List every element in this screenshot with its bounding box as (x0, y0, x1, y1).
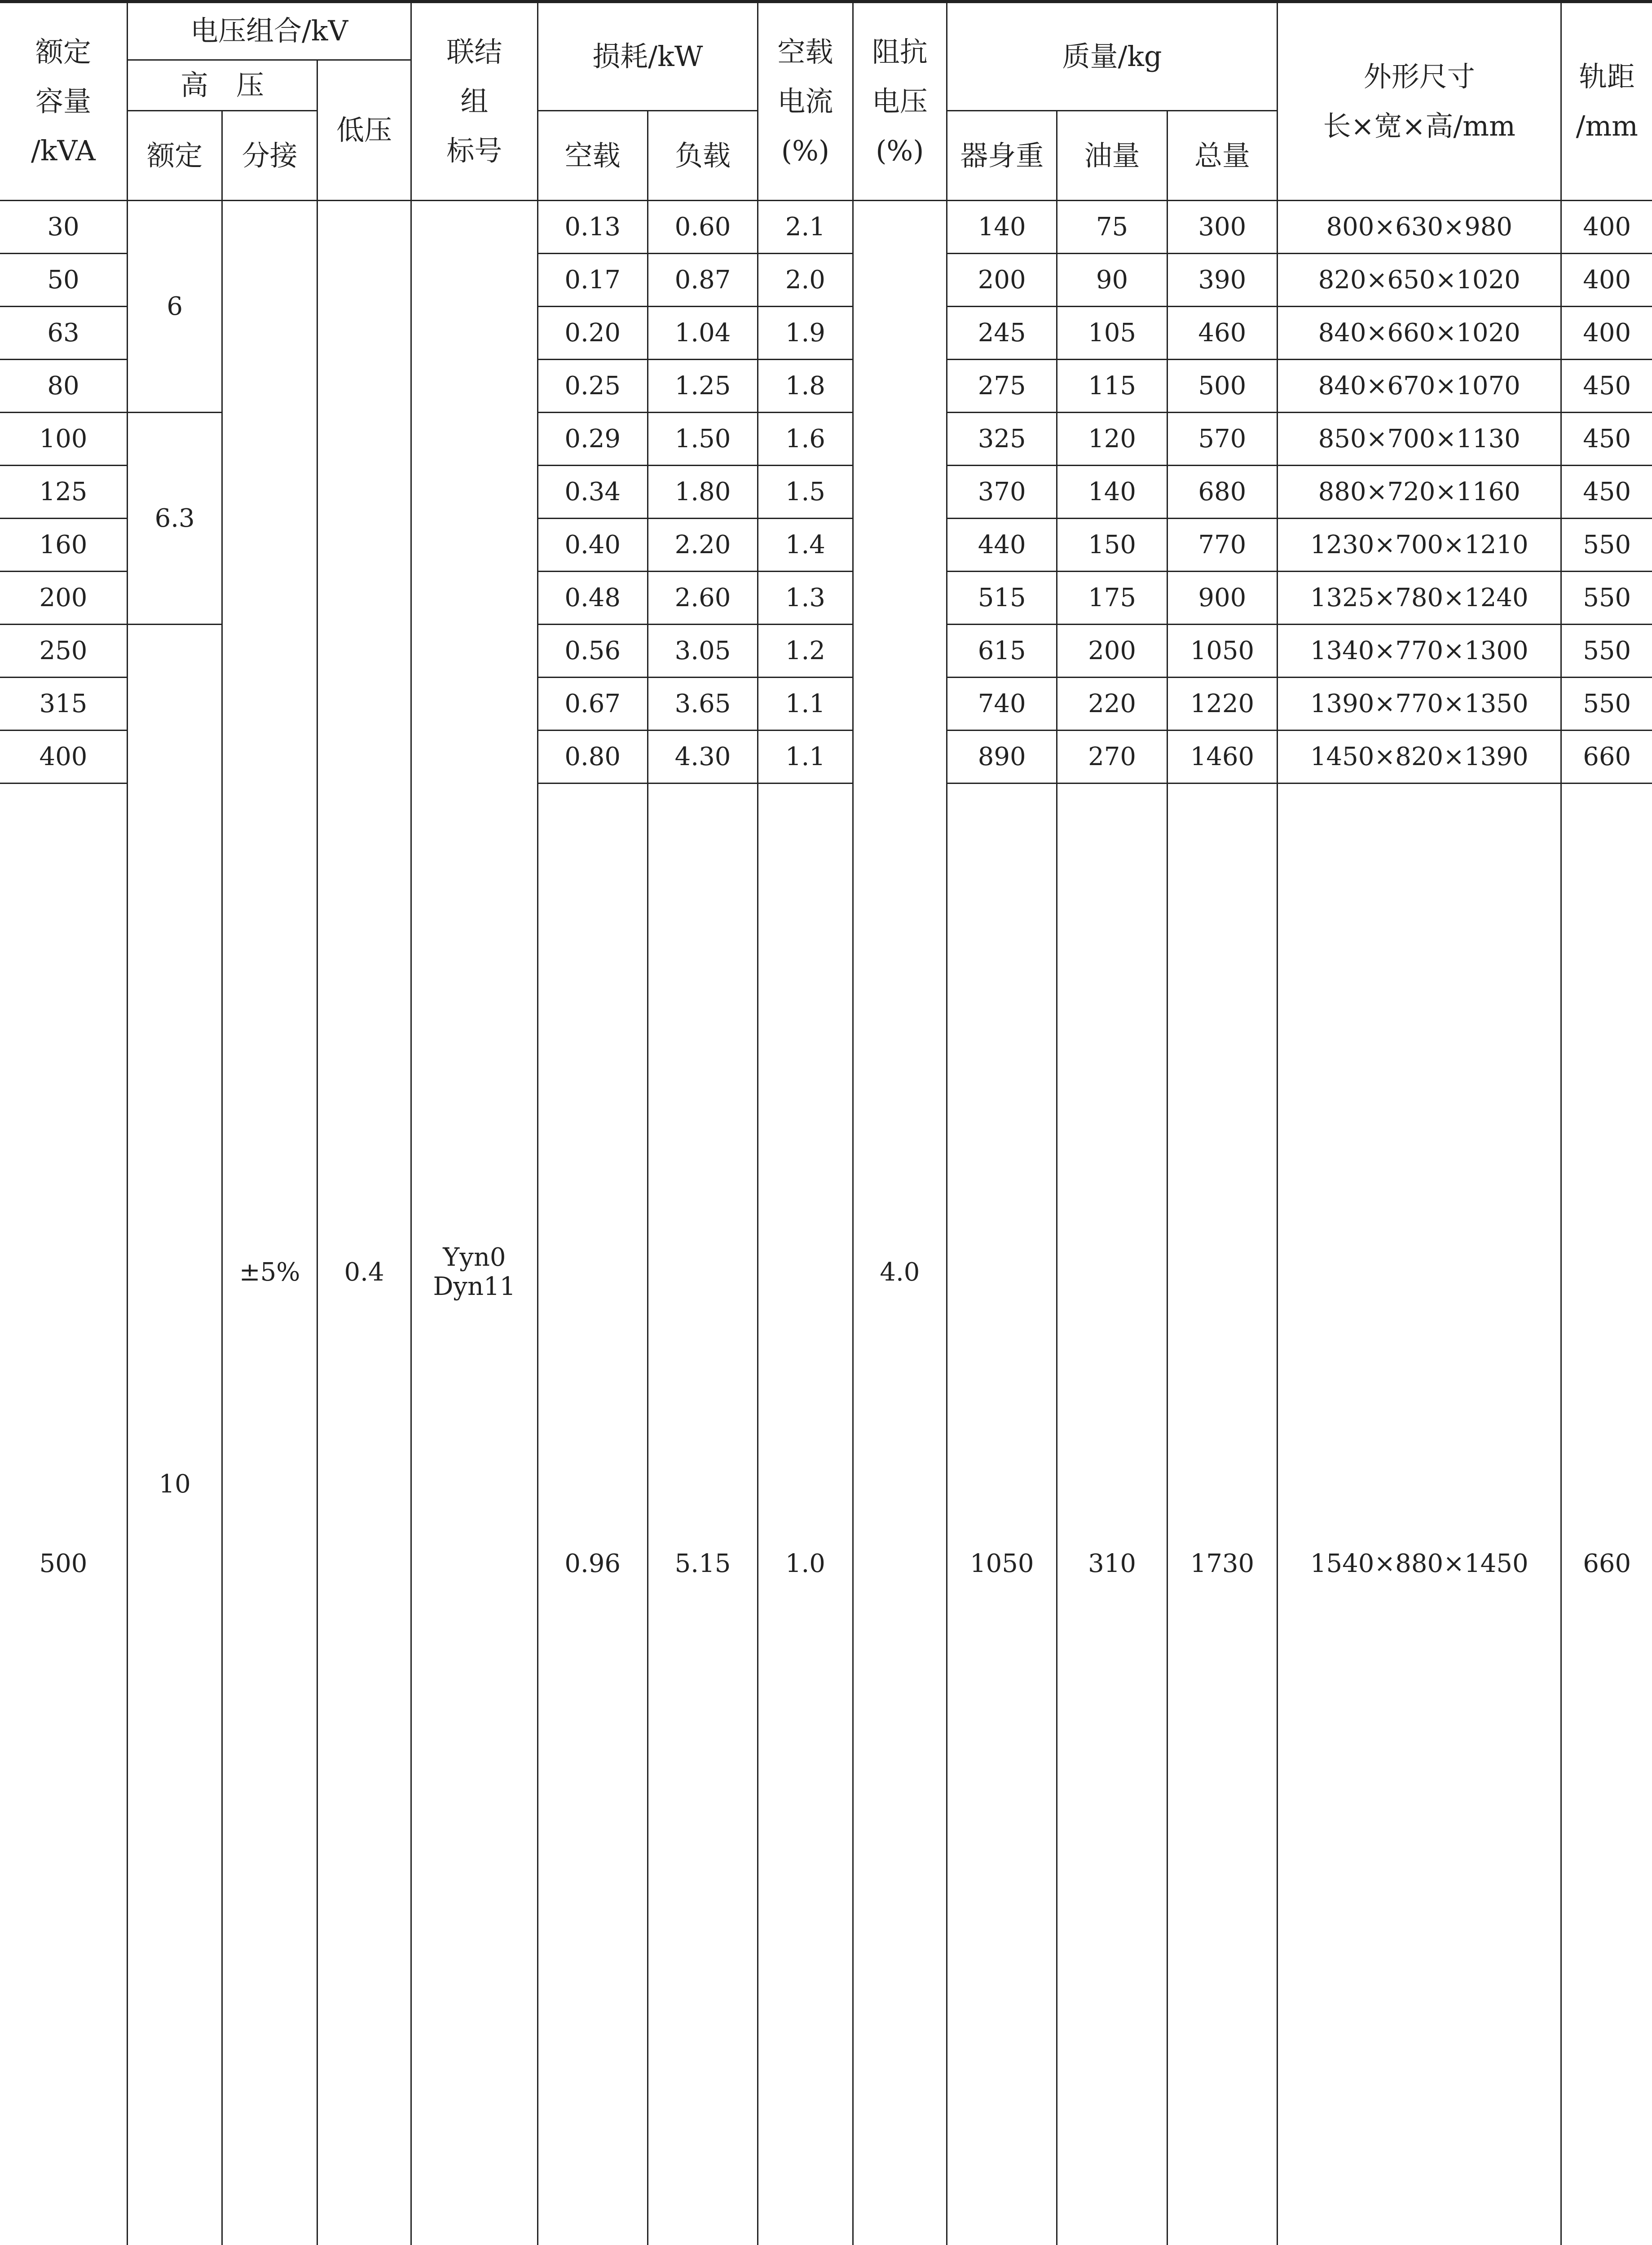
cell-loss-load: 2.20 (648, 519, 758, 572)
cell-loss-load: 3.65 (648, 678, 758, 731)
cell-hv-rated-6: 6 (127, 201, 222, 413)
cell-loss-noload: 0.67 (537, 678, 648, 731)
cell-dimensions: 850×700×1130 (1278, 413, 1561, 466)
cell-noload-current: 1.9 (758, 307, 853, 360)
cell-loss-noload: 0.34 (537, 466, 648, 519)
cell-noload-current: 1.8 (758, 360, 853, 413)
cell-mass-total: 1220 (1167, 678, 1277, 731)
cell-gauge: 550 (1561, 678, 1652, 731)
header-loss-noload: 空载 (537, 111, 648, 201)
cell-mass-total: 500 (1167, 360, 1277, 413)
cell-loss-load: 0.60 (648, 201, 758, 254)
header-mass-body: 器身重 (947, 111, 1057, 201)
cell-mass-body: 615 (947, 625, 1057, 678)
header-impedance-voltage: 阻抗 电压 (%) (853, 2, 947, 201)
cell-mass-oil: 90 (1057, 254, 1167, 307)
cell-mass-body: 275 (947, 360, 1057, 413)
cell-mass-oil: 220 (1057, 678, 1167, 731)
cell-loss-noload: 0.20 (537, 307, 648, 360)
cell-loss-load: 2.60 (648, 572, 758, 625)
cell-mass-body: 515 (947, 572, 1057, 625)
header-gauge: 轨距 /mm (1561, 2, 1652, 201)
cell-mass-oil: 115 (1057, 360, 1167, 413)
cell-gauge: 450 (1561, 360, 1652, 413)
cell-mass-body: 440 (947, 519, 1057, 572)
cell-mass-body: 740 (947, 678, 1057, 731)
cell-loss-noload: 0.17 (537, 254, 648, 307)
cell-gauge: 400 (1561, 201, 1652, 254)
cell-lv: 0.4 (317, 201, 411, 2245)
cell-mass-oil: 270 (1057, 731, 1167, 784)
cell-loss-load: 5.15 (648, 784, 758, 2245)
cell-hv-tap: ±5% (222, 201, 317, 2245)
cell-noload-current: 1.1 (758, 678, 853, 731)
cell-loss-noload: 0.25 (537, 360, 648, 413)
cell-mass-oil: 175 (1057, 572, 1167, 625)
cell-noload-current: 2.1 (758, 201, 853, 254)
header-vector-group: 联结 组 标号 (411, 2, 537, 201)
cell-dimensions: 1230×700×1210 (1278, 519, 1561, 572)
cell-noload-current: 1.0 (758, 784, 853, 2245)
cell-mass-total: 770 (1167, 519, 1277, 572)
cell-loss-load: 1.80 (648, 466, 758, 519)
cell-dimensions: 1450×820×1390 (1278, 731, 1561, 784)
cell-gauge: 660 (1561, 784, 1652, 2245)
cell-noload-current: 1.3 (758, 572, 853, 625)
header-mass-oil: 油量 (1057, 111, 1167, 201)
table-body (0, 201, 1652, 2245)
cell-loss-noload: 0.56 (537, 625, 648, 678)
table-header (0, 2, 1652, 201)
header-dimensions: 外形尺寸 长×宽×高/mm (1278, 2, 1561, 201)
cell-loss-load: 1.04 (648, 307, 758, 360)
cell-dimensions: 880×720×1160 (1278, 466, 1561, 519)
cell-dimensions: 1540×880×1450 (1278, 784, 1561, 2245)
cell-mass-oil: 75 (1057, 201, 1167, 254)
cell-gauge: 450 (1561, 413, 1652, 466)
cell-mass-total: 460 (1167, 307, 1277, 360)
cell-capacity: 400 (0, 731, 127, 784)
header-hv-rated: 额定 (127, 111, 222, 201)
cell-capacity: 200 (0, 572, 127, 625)
cell-mass-oil: 200 (1057, 625, 1167, 678)
cell-loss-noload: 0.40 (537, 519, 648, 572)
cell-capacity: 80 (0, 360, 127, 413)
cell-mass-oil: 150 (1057, 519, 1167, 572)
table-row (0, 201, 1652, 254)
cell-noload-current: 1.6 (758, 413, 853, 466)
cell-noload-current: 2.0 (758, 254, 853, 307)
cell-loss-load: 1.50 (648, 413, 758, 466)
cell-loss-noload: 0.96 (537, 784, 648, 2245)
cell-loss-noload: 0.48 (537, 572, 648, 625)
cell-mass-total: 1460 (1167, 731, 1277, 784)
header-capacity: 额定 容量 /kVA (0, 2, 127, 201)
cell-mass-total: 900 (1167, 572, 1277, 625)
cell-noload-current: 1.1 (758, 731, 853, 784)
cell-vector-group: Yyn0 Dyn11 (411, 201, 537, 2245)
cell-capacity: 125 (0, 466, 127, 519)
cell-mass-body: 890 (947, 731, 1057, 784)
cell-noload-current: 1.4 (758, 519, 853, 572)
cell-gauge: 660 (1561, 731, 1652, 784)
cell-hv-rated-6-3: 6.3 (127, 413, 222, 625)
cell-mass-total: 570 (1167, 413, 1277, 466)
cell-dimensions: 820×650×1020 (1278, 254, 1561, 307)
cell-noload-current: 1.2 (758, 625, 853, 678)
cell-loss-noload: 0.80 (537, 731, 648, 784)
cell-capacity: 50 (0, 254, 127, 307)
cell-mass-oil: 105 (1057, 307, 1167, 360)
cell-gauge: 550 (1561, 572, 1652, 625)
cell-mass-body: 245 (947, 307, 1057, 360)
cell-loss-load: 3.05 (648, 625, 758, 678)
header-loss-load: 负载 (648, 111, 758, 201)
cell-noload-current: 1.5 (758, 466, 853, 519)
cell-dimensions: 1340×770×1300 (1278, 625, 1561, 678)
cell-dimensions: 840×670×1070 (1278, 360, 1561, 413)
cell-mass-body: 140 (947, 201, 1057, 254)
cell-capacity: 100 (0, 413, 127, 466)
cell-hv-rated-10: 10 (127, 625, 222, 2245)
cell-mass-body: 370 (947, 466, 1057, 519)
cell-mass-total: 300 (1167, 201, 1277, 254)
header-noload-current: 空载 电流 (%) (758, 2, 853, 201)
cell-capacity: 30 (0, 201, 127, 254)
cell-mass-oil: 120 (1057, 413, 1167, 466)
cell-mass-total: 1730 (1167, 784, 1277, 2245)
cell-gauge: 450 (1561, 466, 1652, 519)
header-mass: 质量/kg (947, 2, 1278, 111)
cell-capacity: 160 (0, 519, 127, 572)
cell-mass-body: 1050 (947, 784, 1057, 2245)
cell-mass-body: 200 (947, 254, 1057, 307)
cell-dimensions: 800×630×980 (1278, 201, 1561, 254)
header-hv-tap: 分接 (222, 111, 317, 201)
cell-gauge: 400 (1561, 307, 1652, 360)
cell-gauge: 550 (1561, 519, 1652, 572)
cell-loss-noload: 0.29 (537, 413, 648, 466)
header-hv: 高 压 (127, 60, 317, 111)
cell-mass-oil: 140 (1057, 466, 1167, 519)
cell-dimensions: 840×660×1020 (1278, 307, 1561, 360)
cell-dimensions: 1325×780×1240 (1278, 572, 1561, 625)
cell-loss-load: 1.25 (648, 360, 758, 413)
cell-mass-total: 390 (1167, 254, 1277, 307)
cell-mass-body: 325 (947, 413, 1057, 466)
cell-capacity: 315 (0, 678, 127, 731)
cell-loss-load: 4.30 (648, 731, 758, 784)
header-mass-total: 总量 (1167, 111, 1277, 201)
cell-loss-load: 0.87 (648, 254, 758, 307)
cell-gauge: 400 (1561, 254, 1652, 307)
header-voltage-group: 电压组合/kV (127, 2, 411, 60)
cell-mass-total: 680 (1167, 466, 1277, 519)
header-loss: 损耗/kW (537, 2, 758, 111)
header-lv: 低压 (317, 60, 411, 201)
cell-dimensions: 1390×770×1350 (1278, 678, 1561, 731)
cell-mass-oil: 310 (1057, 784, 1167, 2245)
cell-capacity: 250 (0, 625, 127, 678)
cell-mass-total: 1050 (1167, 625, 1277, 678)
cell-loss-noload: 0.13 (537, 201, 648, 254)
cell-capacity: 500 (0, 784, 127, 2245)
cell-impedance-voltage: 4.0 (853, 201, 947, 2245)
cell-gauge: 550 (1561, 625, 1652, 678)
cell-capacity: 63 (0, 307, 127, 360)
